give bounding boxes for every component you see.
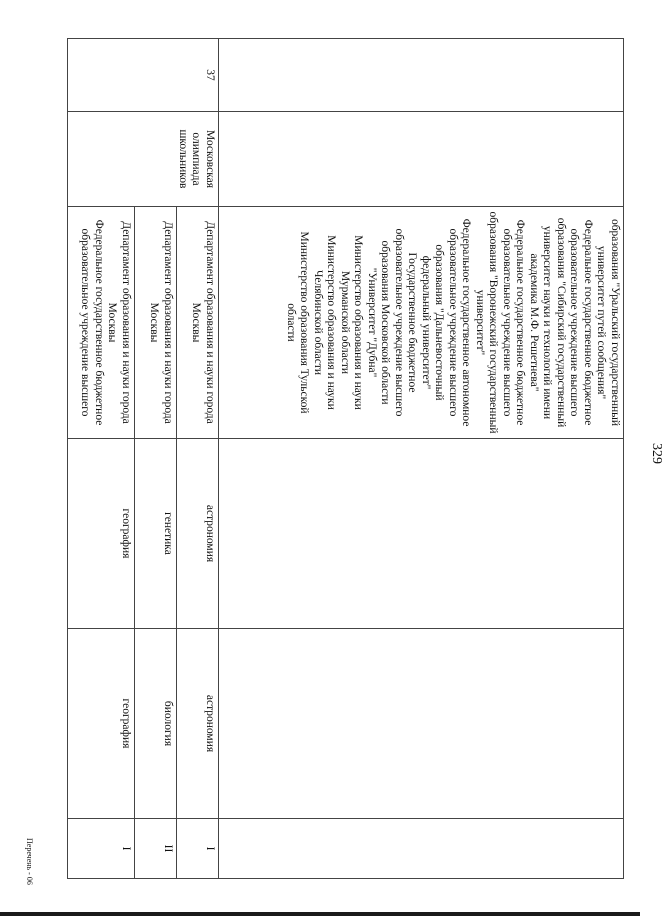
- profile-cell: астрономия: [177, 439, 219, 629]
- organizer-entry: Федеральное государственное бюджетное образовательное учреждение высшего образования "Воронежский государственный университет": [474, 211, 527, 434]
- organizer-entry: Министерство образования Тульской области: [285, 231, 311, 414]
- profile-cell: генетика: [135, 439, 177, 629]
- olympiad-name-cell: [219, 112, 624, 207]
- profile-cell: [219, 439, 624, 629]
- page-number: 329: [649, 443, 664, 464]
- level-cell: [219, 819, 624, 879]
- organizer-entry: Федеральное государственное автономное образовательное учреждение высшего образования "Дальневосточный федеральный университет": [420, 218, 473, 427]
- level-cell: II: [135, 819, 177, 879]
- organizer-entry: Государственное бюджетное образовательное учреждение высшего образования Московской области "Университет "Дубна": [366, 228, 419, 417]
- organizer-entry: Министерство образования и науки Мурманской области: [339, 235, 365, 410]
- subject-cell: [219, 629, 624, 819]
- organizers-cell: [177, 207, 219, 439]
- subject-cell: биология: [135, 629, 177, 819]
- level-cell: I: [177, 819, 219, 879]
- organizer-entry: Федеральное государственное бюджетное образовательное учреждение высшего образования "Сибирский государственный университет науки и технологий имени академика М.Ф. Решетнева": [528, 217, 594, 428]
- organizer-entry: Министерство образования и науки Челябинской области: [312, 235, 338, 410]
- level-cell: I: [68, 819, 135, 879]
- profile-cell: география: [68, 439, 135, 629]
- organizer-entry: Департамент образования и науки города Москвы: [148, 221, 174, 424]
- organizers-cell: [68, 207, 135, 439]
- subject-cell: астрономия: [177, 629, 219, 819]
- subject-cell: география: [68, 629, 135, 819]
- olympiad-number: 37: [68, 39, 219, 112]
- organizers-cell: [219, 207, 624, 439]
- olympiad-register-table: [67, 38, 624, 879]
- table-row-continuation: [219, 39, 624, 879]
- organizer-entry: Федеральное государственное бюджетное образовательное учреждение высшего: [79, 219, 105, 426]
- table-row-olympiad-37-astronomy: [177, 39, 219, 879]
- organizers-cell: [135, 207, 177, 439]
- olympiad-name: Московская олимпиада школьников: [68, 112, 219, 207]
- footer-note: Перечень - 06: [25, 838, 34, 885]
- organizer-entry: образования "Уральский государственный университет путей сообщения": [595, 218, 621, 427]
- organizer-entry: Департамент образования и науки города Москвы: [106, 221, 132, 424]
- rotated-document-page: [25, 38, 664, 885]
- number-cell: [219, 39, 624, 112]
- scan-edge: [0, 912, 640, 916]
- organizer-entry: Департамент образования и науки города Москвы: [190, 221, 216, 424]
